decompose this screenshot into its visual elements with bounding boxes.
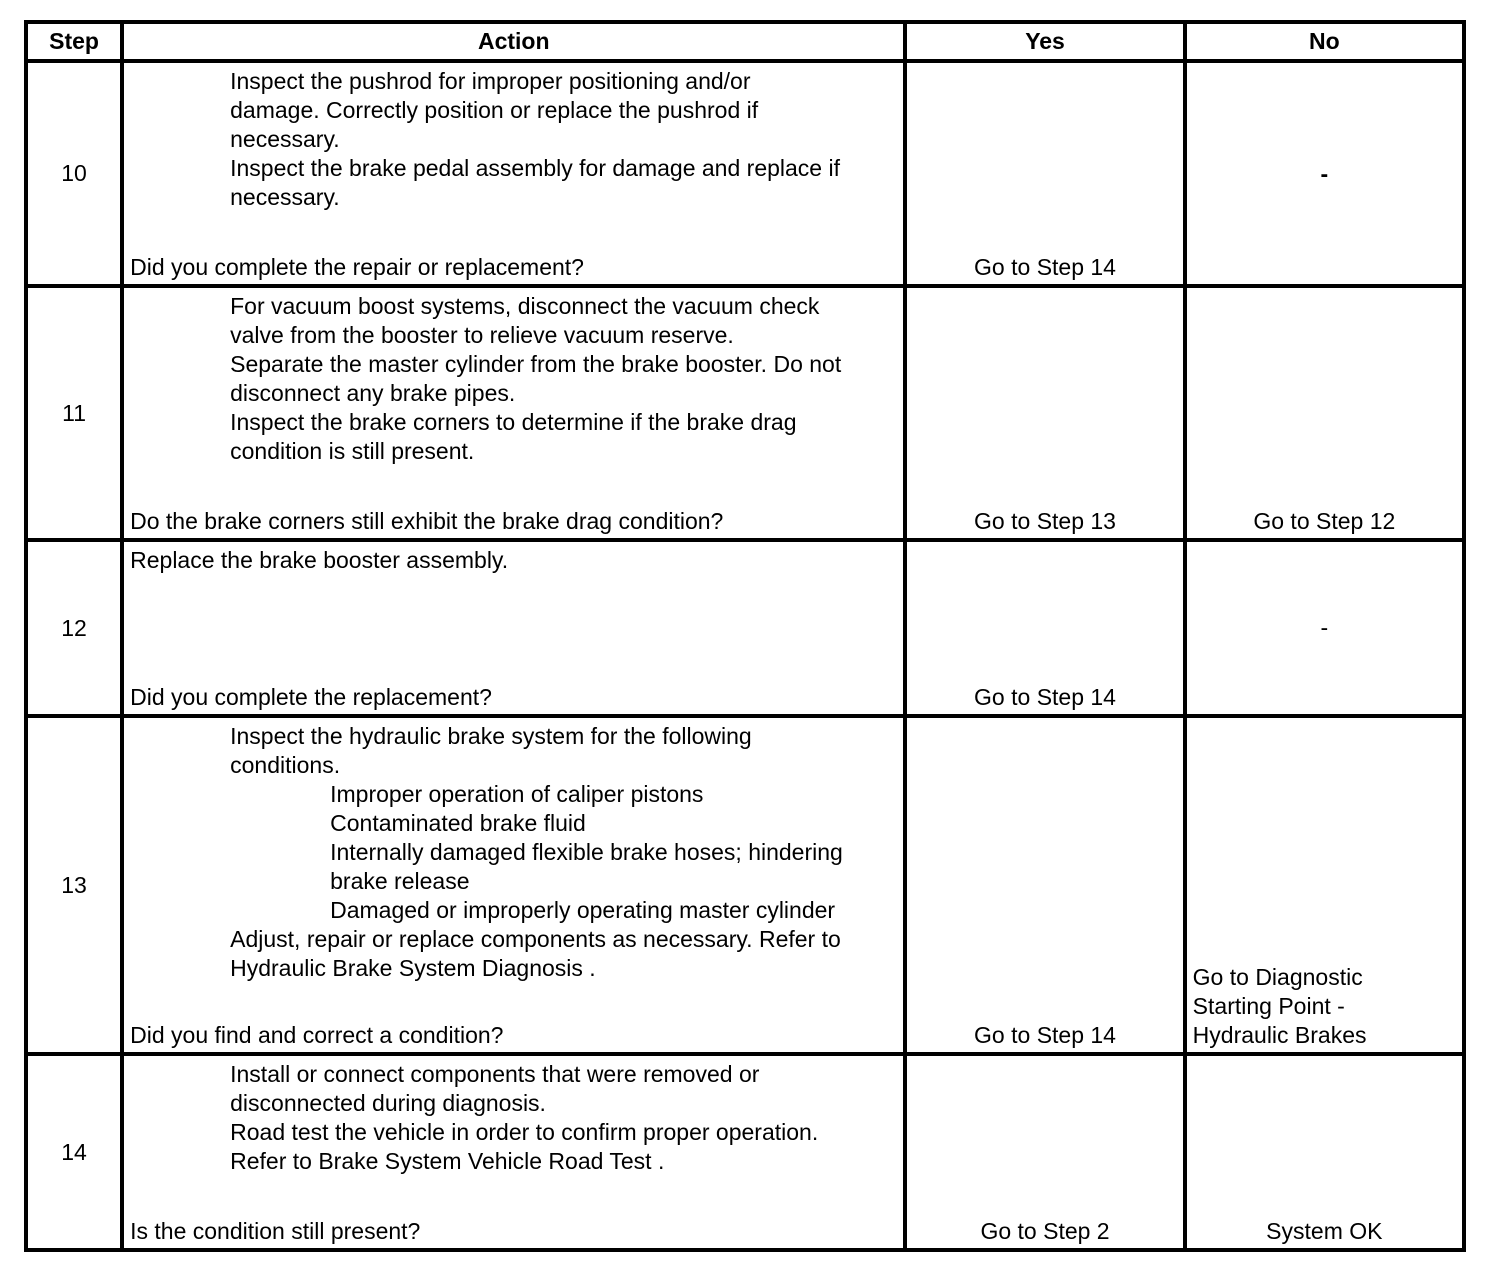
- yes-cell: [905, 1054, 1184, 1250]
- step-number: 11: [26, 286, 122, 540]
- step-number: 12: [26, 540, 122, 716]
- yes-result: Go to Step 14: [974, 684, 1116, 710]
- action-question: Did you complete the repair or replacement?: [130, 254, 584, 280]
- action-subline: Contaminated brake fluid: [330, 810, 586, 836]
- action-line: necessary.: [230, 126, 340, 152]
- action-subline: Improper operation of caliper pistons: [330, 781, 704, 807]
- action-line: conditions.: [230, 752, 341, 778]
- action-line: Inspect the hydraulic brake system for the following: [230, 723, 752, 749]
- no-cell: [1185, 716, 1464, 1054]
- yes-result: Go to Step 2: [980, 1218, 1110, 1244]
- header-step: Step: [26, 22, 122, 61]
- yes-cell: [905, 61, 1184, 286]
- action-line: Road test the vehicle in order to confirm proper operation.: [230, 1119, 819, 1145]
- action-line: Install or connect components that were removed or: [230, 1061, 760, 1087]
- step-number: 14: [26, 1054, 122, 1250]
- action-cell: [122, 716, 905, 1054]
- action-question: Do the brake corners still exhibit the brake drag condition?: [130, 508, 724, 534]
- no-result-line: Starting Point -: [1192, 993, 1345, 1019]
- no-result: -: [1320, 614, 1329, 641]
- no-cell: [1185, 540, 1464, 716]
- table-row: [26, 1054, 1464, 1250]
- action-line: Inspect the pushrod for improper positioning and/or: [230, 68, 751, 94]
- table-row: [26, 61, 1464, 286]
- no-result: -: [1320, 160, 1329, 186]
- diagnostic-table: [24, 20, 1466, 1252]
- table-row: [26, 716, 1464, 1054]
- no-result-line: Go to Diagnostic: [1192, 964, 1363, 990]
- action-line: Hydraulic Brake System Diagnosis .: [230, 955, 596, 981]
- step-number: 10: [26, 61, 122, 286]
- action-question: Did you find and correct a condition?: [130, 1022, 504, 1048]
- table-row: [26, 540, 1464, 716]
- action-line: disconnect any brake pipes.: [230, 380, 516, 406]
- yes-result: Go to Step 14: [974, 254, 1116, 280]
- action-cell: [122, 61, 905, 286]
- table-row: [26, 286, 1464, 540]
- action-line: Inspect the brake corners to determine if the brake drag: [230, 409, 797, 435]
- header-action: Action: [122, 22, 905, 61]
- action-line: Separate the master cylinder from the brake booster. Do not: [230, 351, 842, 377]
- action-line: Inspect the brake pedal assembly for damage and replace if: [230, 155, 840, 181]
- no-result: Go to Step 12: [1253, 508, 1396, 534]
- action-line: necessary.: [230, 184, 340, 210]
- yes-cell: [905, 540, 1184, 716]
- action-line: damage. Correctly position or replace the pushrod if: [230, 97, 759, 123]
- no-result: [1193, 963, 1458, 1050]
- action-line: valve from the booster to relieve vacuum reserve.: [230, 322, 734, 348]
- action-line: For vacuum boost systems, disconnect the vacuum check: [230, 293, 820, 319]
- action-question: Did you complete the replacement?: [130, 684, 492, 710]
- yes-cell: [905, 716, 1184, 1054]
- action-line: condition is still present.: [230, 438, 475, 464]
- action-cell: [122, 286, 905, 540]
- action-line: Adjust, repair or replace components as necessary. Refer to: [230, 926, 841, 952]
- action-subline: Damaged or improperly operating master cylinder: [330, 897, 836, 923]
- no-cell: [1185, 1054, 1464, 1250]
- action-line: Refer to Brake System Vehicle Road Test .: [230, 1148, 665, 1174]
- no-cell: [1185, 286, 1464, 540]
- action-subline: Internally damaged flexible brake hoses; hindering: [330, 839, 843, 865]
- action-line: Replace the brake booster assembly.: [130, 547, 509, 573]
- header-no: No: [1185, 22, 1464, 61]
- header-yes: Yes: [905, 22, 1184, 61]
- no-result: System OK: [1266, 1218, 1383, 1244]
- step-number: 13: [26, 716, 122, 1054]
- no-cell: [1185, 61, 1464, 286]
- yes-cell: [905, 286, 1184, 540]
- action-cell: [122, 540, 905, 716]
- action-subline: brake release: [330, 868, 470, 894]
- yes-result: Go to Step 13: [974, 508, 1116, 534]
- header-row: [26, 22, 1464, 61]
- action-question: Is the condition still present?: [130, 1218, 421, 1244]
- action-line: disconnected during diagnosis.: [230, 1090, 546, 1116]
- no-result-line: Hydraulic Brakes: [1192, 1022, 1367, 1048]
- action-cell: [122, 1054, 905, 1250]
- yes-result: Go to Step 14: [974, 1022, 1116, 1048]
